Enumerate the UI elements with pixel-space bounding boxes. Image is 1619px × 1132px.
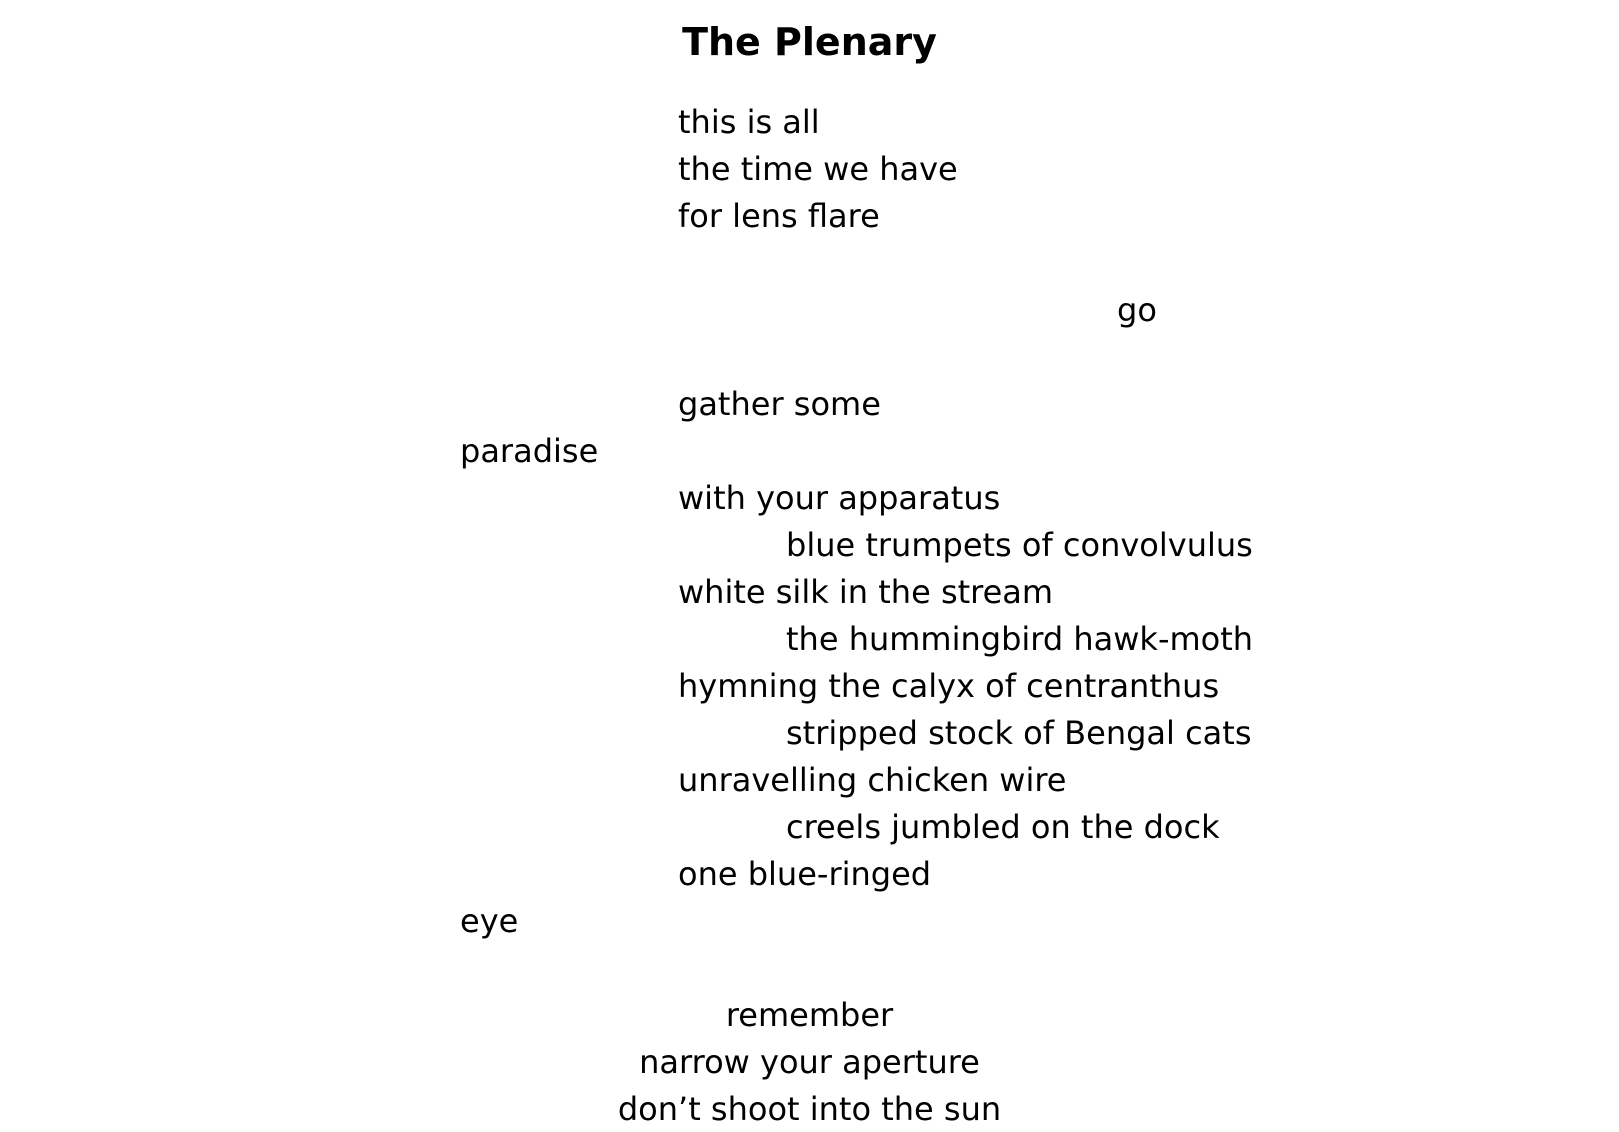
poem-line: stripped stock of Bengal cats xyxy=(786,714,1252,752)
poem-line: the time we have xyxy=(678,150,958,188)
poem-line: creels jumbled on the dock xyxy=(786,808,1220,846)
poem-line: hymning the calyx of centranthus xyxy=(678,667,1220,705)
poem-line: narrow your aperture xyxy=(639,1043,980,1081)
poem-line: unravelling chicken wire xyxy=(678,761,1067,799)
poem-line: one blue-ringed xyxy=(678,855,932,893)
poem-line: the hummingbird hawk-moth xyxy=(786,620,1254,658)
poem-line: blue trumpets of convolvulus xyxy=(786,526,1253,564)
poem-line: don’t shoot into the sun xyxy=(617,1090,1002,1128)
poem-line: gather some xyxy=(678,385,881,423)
poem-line: white silk in the stream xyxy=(678,573,1054,611)
poem-line: with your apparatus xyxy=(678,479,1001,517)
poem-line: eye xyxy=(460,902,519,940)
poem-line: for lens flare xyxy=(678,197,880,235)
poem-line: paradise xyxy=(460,432,599,470)
poem-line: remember xyxy=(725,996,894,1034)
poem-title: The Plenary xyxy=(682,20,937,64)
poem-line: go xyxy=(1117,291,1157,329)
poem-line: this is all xyxy=(678,103,820,141)
